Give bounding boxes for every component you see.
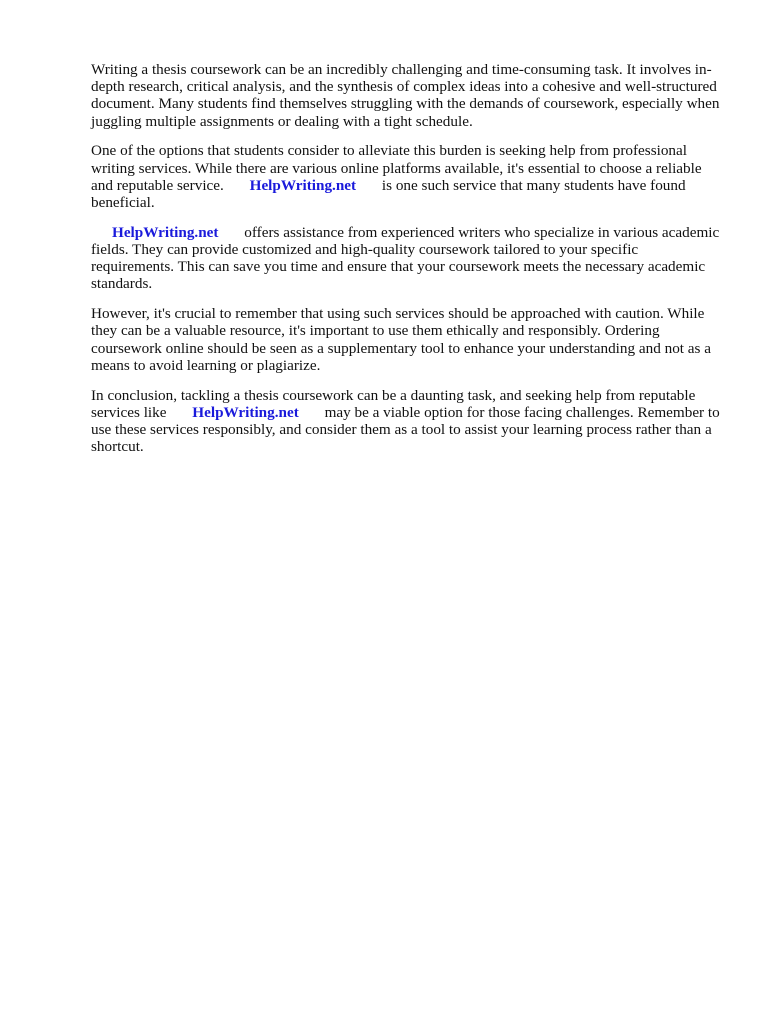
paragraph-conclusion [91, 387, 725, 456]
paragraph-conclusion-text-before: In conclusion, tackling a thesis coursework can be a daunting task, and seeking help from reputable services like [91, 386, 696, 421]
paragraph-intro [91, 61, 725, 130]
paragraph-options-text-before: One of the options that students consider to alleviate this burden is seeking help from professional writing services. While there are various online platforms available, it's essential to choose a reliable and reputable service. [91, 142, 702, 194]
helpwriting-link-1[interactable]: HelpWriting.net [249, 176, 357, 194]
paragraph-caution [91, 305, 725, 374]
helpwriting-link-3[interactable]: HelpWriting.net [192, 403, 299, 421]
helpwriting-link-2[interactable]: HelpWriting.net [112, 223, 219, 241]
paragraph-options [91, 142, 725, 211]
document-body [91, 61, 725, 468]
paragraph-intro-text: Writing a thesis coursework can be an incredibly challenging and time-consuming task. It involves in-depth research, critical analysis, and the synthesis of complex ideas into a cohesive and well-structured document. Many students find themselves struggling with the demands of coursework, especially when juggling multiple assignments or dealing with a tight schedule. [91, 61, 720, 130]
paragraph-options-text-after: is one such service that many students have found beneficial. [91, 176, 686, 212]
paragraph-offer-text-after: offers assistance from experienced writers who specialize in various academic fields. They can provide customized and high-quality coursework tailored to your specific requirements. This can save you time and ensure that your coursework meets the necessary academic standards. [91, 223, 720, 293]
paragraph-conclusion-text-after: may be a viable option for those facing challenges. Remember to use these services responsibly, and consider them as a tool to assist your learning process rather than a shortcut. [91, 403, 720, 456]
paragraph-offer [91, 224, 725, 293]
paragraph-caution-text: However, it's crucial to remember that using such services should be approached with caution. While they can be a valuable resource, it's important to use them ethically and responsibly. Ordering coursework online should be seen as a supplementary tool to enhance your understanding and not as a means to avoid learning or plagiarize. [91, 305, 711, 374]
